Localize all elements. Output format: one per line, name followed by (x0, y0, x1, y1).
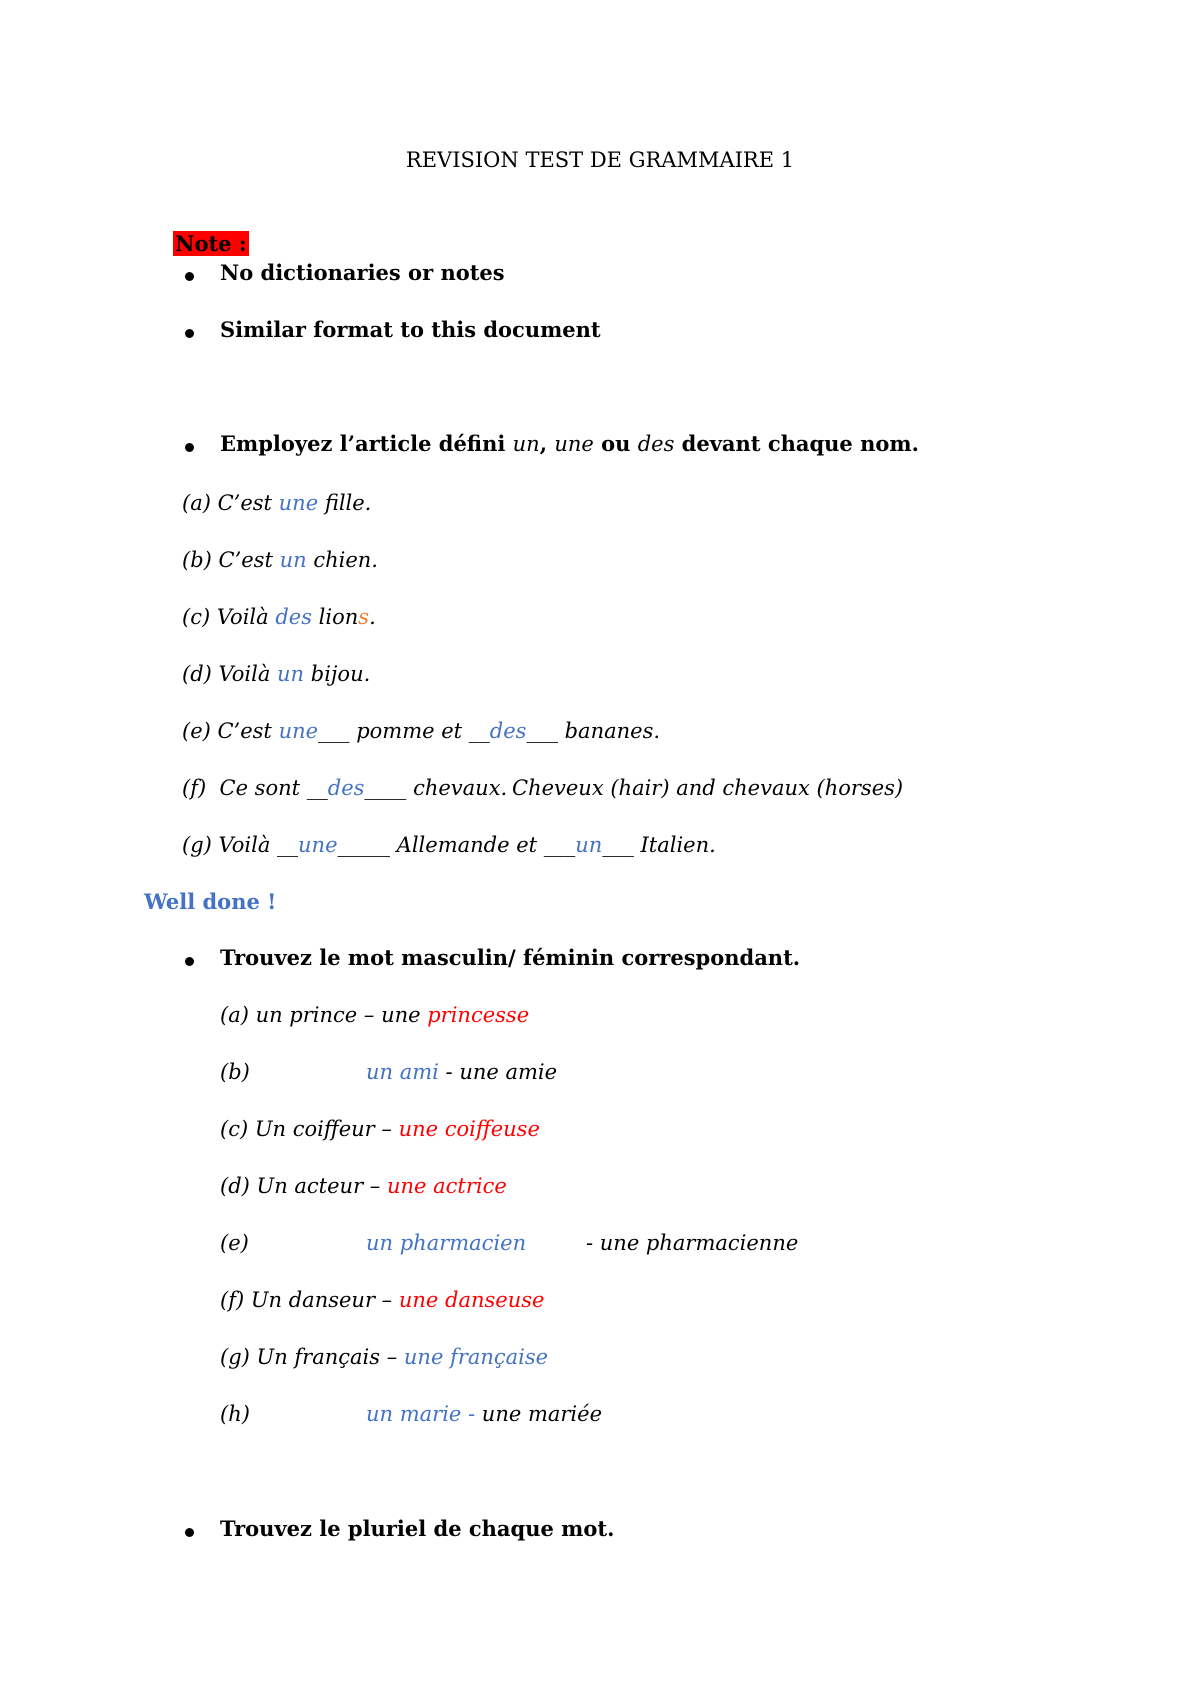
gender-item-c: (c) Un coiffeur – une coiffeuse (220, 1117, 540, 1141)
gender-item-e-feminine: - une pharmacienne (586, 1231, 799, 1255)
answer: une française (403, 1345, 549, 1369)
answer: une (278, 491, 319, 515)
exercise-item-c: (c) Voilà des lions. (182, 605, 376, 629)
feedback-text: Well done ! (144, 889, 277, 914)
gender-item-f: (f) Un danseur – une danseuse (220, 1288, 545, 1312)
bullet-icon (185, 329, 194, 338)
answer: une (298, 833, 338, 857)
exercise-item-a: (a) C’est une fille. (182, 491, 372, 515)
section2-instruction: Trouvez le mot masculin/ féminin correspondant. (220, 945, 801, 970)
gender-item-e-answer: un pharmacien (366, 1231, 527, 1255)
answer: un (279, 548, 307, 572)
gender-item-b-answer: un ami - une amie (366, 1060, 558, 1084)
page-title: REVISION TEST DE GRAMMAIRE 1 (405, 148, 795, 172)
exercise-item-f: (f) Ce sont __des____ chevaux. (182, 776, 508, 800)
gender-item-g: (g) Un français – une française (220, 1345, 549, 1369)
answer: des (275, 605, 312, 629)
answer: un marie - (366, 1402, 476, 1426)
exercise-item-g: (g) Voilà __une_____ Allemande et ___un___ Italien. (182, 833, 716, 857)
answer: des (327, 776, 365, 800)
answer: une actrice (386, 1174, 507, 1198)
answer: des (489, 719, 527, 743)
note-highlight: Note : (175, 231, 247, 256)
bullet-item: No dictionaries or notes (220, 260, 505, 285)
exercise-note: Cheveux (hair) and chevaux (horses) (512, 776, 904, 800)
answer: un (277, 662, 305, 686)
section3-instruction: Trouvez le pluriel de chaque mot. (220, 1516, 615, 1541)
bullet-item: Similar format to this document (220, 317, 601, 342)
exercise-item-d: (d) Voilà un bijou. (182, 662, 371, 686)
gender-item-h-answer: un marie - une mariée (366, 1402, 602, 1426)
exercise-item-b: (b) C’est un chien. (182, 548, 378, 572)
answer: princesse (427, 1003, 530, 1027)
gender-item-a: (a) un prince – une princesse (220, 1003, 530, 1027)
gender-item-d: (d) Un acteur – une actrice (220, 1174, 507, 1198)
bullet-icon (185, 957, 194, 966)
bullet-icon (185, 1528, 194, 1537)
bullet-icon (185, 272, 194, 281)
plural-ending: s (358, 605, 370, 629)
gender-item-h: (h) (220, 1402, 250, 1426)
answer: une (278, 719, 319, 743)
exercise-item-e: (e) C’est une___ pomme et __des___ bananes. (182, 719, 661, 743)
answer: une danseuse (398, 1288, 545, 1312)
answer: un (575, 833, 603, 857)
gender-item-e: (e) (220, 1231, 249, 1255)
answer: un ami (366, 1060, 439, 1084)
bullet-icon (185, 443, 194, 452)
answer: une coiffeuse (398, 1117, 540, 1141)
section1-instruction: Employez l’article défini un, une ou des devant chaque nom. (220, 431, 919, 456)
gender-item-b: (b) (220, 1060, 250, 1084)
